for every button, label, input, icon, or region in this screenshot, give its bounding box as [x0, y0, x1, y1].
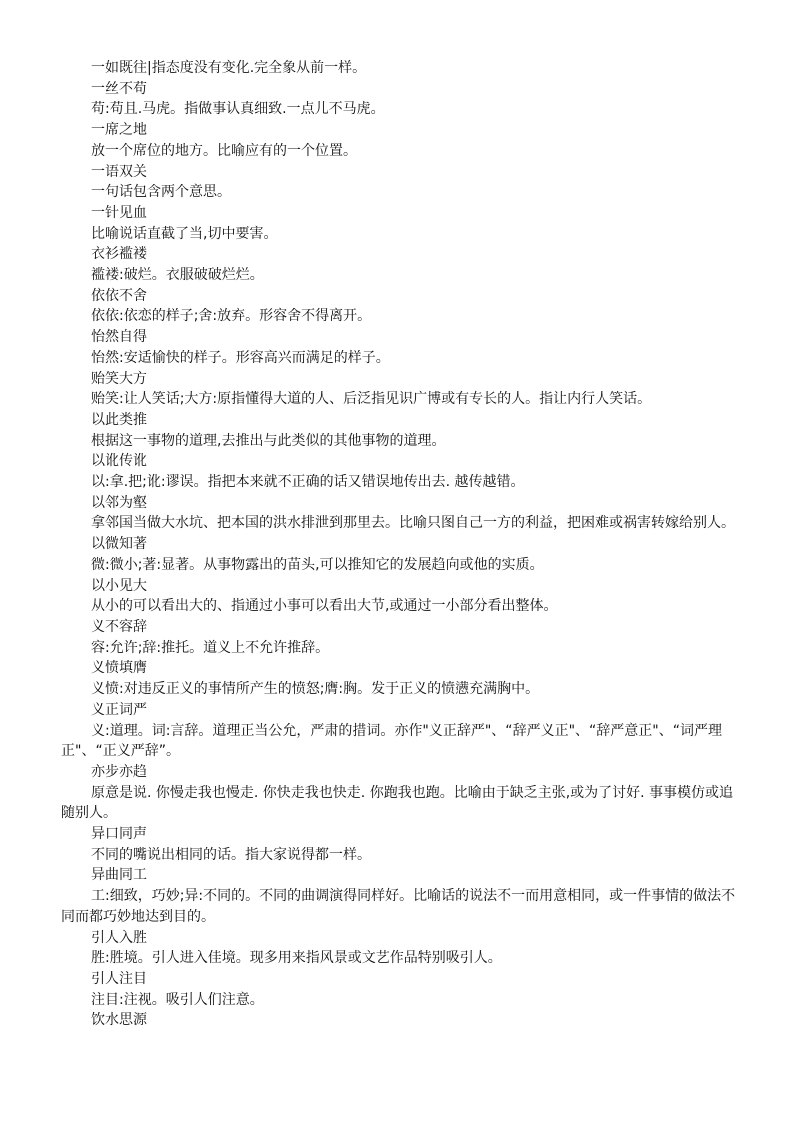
definition: 褴褛:破烂。衣服破破烂烂。 — [91, 267, 264, 284]
idiom-term: 一丝不苟 — [91, 80, 147, 97]
definition: 苟:苟且.马虎。指做事认真细致.一点儿不马虎。 — [91, 101, 385, 118]
idiom-term: 衣衫褴褛 — [91, 246, 147, 263]
definition: 注目:注视。吸引人们注意。 — [91, 991, 264, 1008]
definition: 依依:依恋的样子;舍:放弃。形容舍不得离开。 — [91, 308, 372, 325]
definition: 微:微小;著:显著。从事物露出的苗头,可以推知它的发展趋向或他的实质。 — [91, 556, 544, 573]
idiom-term: 依依不舍 — [91, 287, 147, 304]
definition: 放一个席位的地方。比喻应有的一个位置。 — [91, 142, 357, 159]
idiom-term: 以邻为壑 — [91, 494, 147, 511]
idiom-list — [61, 58, 741, 1031]
definition: 原意是说. 你慢走我也慢走. 你快走我也快走. 你跑我也跑。比喻由于缺乏主张,或为了讨好. 事事模仿或追随别人。 — [61, 784, 734, 822]
idiom-term: 以微知著 — [91, 536, 147, 553]
definition: 从小的可以看出大的、指通过小事可以看出大节,或通过一小部分看出整体。 — [91, 598, 558, 615]
definition: 不同的嘴说出相同的话。指大家说得都一样。 — [91, 846, 371, 863]
idiom-term: 一针见血 — [91, 204, 147, 221]
idiom-term: 亦步亦趋 — [91, 763, 147, 780]
definition: 容:允许;辞:推托。道义上不允许推辞。 — [91, 639, 330, 656]
idiom-term: 义不容辞 — [91, 618, 147, 635]
idiom-term: 以此类推 — [91, 411, 147, 428]
idiom-term: 异口同声 — [91, 826, 147, 843]
idiom-term: 义愤填膺 — [91, 660, 147, 677]
definition: 义愤:对违反正义的事情所产生的愤怒;膺:胸。发于正义的愤懑充满胸中。 — [91, 681, 540, 698]
idiom-term: 一语双关 — [91, 163, 147, 180]
definition: 一如既往|指态度没有变化.完全象从前一样。 — [91, 60, 367, 76]
definition: 拿邻国当做大水坑、把本国的洪水排泄到那里去。比喻只图自己一方的利益，把困难或祸害转嫁给别人。 — [91, 515, 735, 532]
idiom-term: 饮水思源 — [91, 1012, 147, 1029]
definition: 以:拿.把;讹:谬误。指把本来就不正确的话又错误地传出去. 越传越错。 — [91, 474, 525, 491]
definition: 胜:胜境。引人进入佳境。现多用来指风景或文艺作品特别吸引人。 — [91, 950, 502, 967]
definition: 义:道理。词:言辞。道理正当公允，严肃的措词。亦作"义正辞严"、“辞严义正"、“辞严意正"、“词严理正"、“正义严辞”。 — [61, 722, 722, 760]
definition: 比喻说话直截了当,切中要害。 — [91, 225, 278, 242]
definition: 一句话包含两个意思。 — [91, 184, 231, 201]
definition: 根据这一事物的道理,去推出与此类似的其他事物的道理。 — [91, 432, 446, 449]
definition: 工:细致，巧妙;异:不同的。不同的曲调演得同样好。比喻话的说法不一而用意相同，或一件事情的做法不同而都巧妙地达到目的。 — [61, 888, 736, 925]
idiom-term: 以小见大 — [91, 577, 147, 594]
idiom-term: 引人入胜 — [91, 929, 147, 946]
idiom-term: 贻笑大方 — [91, 370, 147, 387]
definition: 怡然:安适愉快的样子。形容高兴而满足的样子。 — [91, 349, 390, 366]
idiom-term: 异曲同工 — [91, 867, 147, 884]
idiom-term: 一席之地 — [91, 122, 147, 139]
idiom-term: 以讹传讹 — [91, 453, 147, 470]
idiom-term: 引人注目 — [91, 970, 147, 987]
idiom-term: 义正词严 — [91, 701, 147, 718]
definition: 贻笑:让人笑话;大方:原指懂得大道的人、后泛指见识广博或有专长的人。指让内行人笑话。 — [91, 391, 652, 408]
idiom-term: 怡然自得 — [91, 329, 147, 346]
